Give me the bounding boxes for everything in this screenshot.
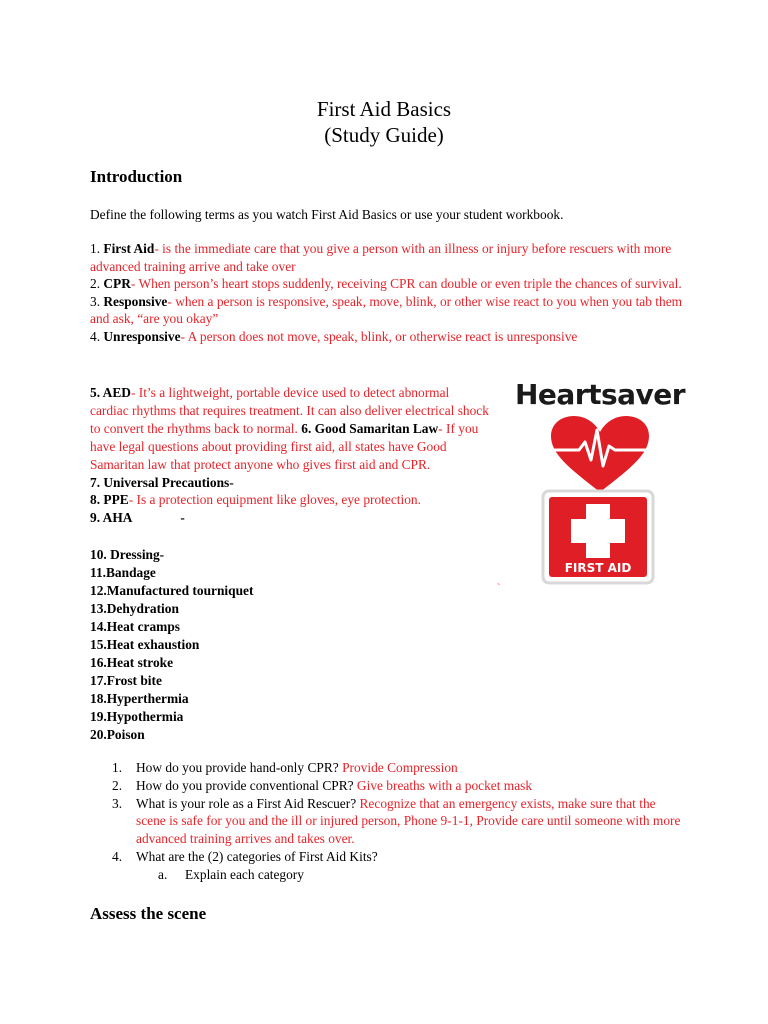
definition-term: 9. AHA: [90, 510, 133, 526]
definition-answer: If you have legal questions about providing first aid, all states have Good Samaritan law that protect anyone who gives first aid and CPR.: [90, 420, 479, 472]
term-item: 19.Hypothermia: [90, 709, 184, 724]
question-number: 3.: [112, 795, 123, 811]
question-number: 2.: [112, 777, 123, 793]
heart-icon: [549, 416, 651, 494]
definition-sep: -: [154, 241, 163, 256]
definitions-list-mid: [90, 384, 490, 527]
definition-sep: -: [167, 293, 176, 309]
term-item: 20.Poison: [90, 727, 145, 742]
question-item: [112, 795, 682, 848]
heartsaver-logo: [497, 378, 703, 588]
definitions-list-top: [90, 240, 690, 345]
page-subtitle: (Study Guide): [324, 123, 444, 147]
stray-mark: `: [497, 583, 501, 594]
term-item: 17.Frost bite: [90, 673, 162, 688]
definition-answer: A person does not move, speak, blink, or otherwise react is unresponsive: [187, 328, 578, 344]
question-text: What are the (2) categories of First Aid Kits?: [136, 848, 378, 864]
first-aid-kit-icon: [540, 488, 656, 586]
term-item: 12.Manufactured tourniquet: [90, 583, 254, 598]
definition-answer: It’s a lightweight, portable device used to detect abnormal cardiac rhythms that requires treatment. It can also deliver electrical shock to convert the rhythms back to normal.: [90, 385, 489, 436]
definition-sep: -: [130, 276, 139, 291]
definition-number: 3.: [90, 293, 104, 309]
definition-first-aid: [90, 240, 690, 275]
definition-answer: When person’s heart stops suddenly, receiving CPR can double or even triple the chances of survival.: [138, 276, 682, 291]
term-item: 11.Bandage: [90, 565, 156, 580]
definition-term: 8. PPE: [90, 492, 129, 508]
subquestion-letter: a.: [158, 866, 168, 882]
definition-universal-precautions: 7. Universal Precautions-: [90, 474, 234, 490]
definition-aed: [90, 384, 490, 474]
question-number: 4.: [112, 848, 123, 864]
question-item: [112, 777, 682, 795]
definition-number: 6.: [301, 420, 312, 436]
question-number: 1.: [112, 760, 123, 775]
heartsaver-brand-text: Heartsaver: [514, 378, 686, 411]
term-item: 10. Dressing-: [90, 547, 165, 562]
question-text: What is your role as a First Aid Rescuer?: [136, 795, 360, 811]
term-item: 13.Dehydration: [90, 601, 179, 616]
question-item: [112, 848, 682, 866]
question-text: How do you provide conventional CPR?: [136, 777, 357, 793]
subquestion-item: [112, 866, 682, 884]
term-item: 16.Heat stroke: [90, 655, 174, 670]
definition-sep: -: [180, 510, 185, 526]
questions-list: [112, 759, 682, 884]
definition-number: 2.: [90, 276, 104, 291]
subquestion-text: Explain each category: [185, 866, 304, 882]
definition-answer: Is a protection equipment like gloves, eye protection.: [136, 492, 421, 508]
definition-answer: when a person is responsive, speak, move, blink, or other wise react to you when you tab them and ask, “are you okay”: [90, 293, 683, 326]
term-item: 14.Heat cramps: [90, 619, 180, 634]
definition-cpr: [90, 275, 690, 293]
question-answer: Recognize that an emergency exists, make sure that the scene is safe for you and the ill or injured person, Phone 9-1-1, Provide care until someone with more advanced training arrives and takes over.: [136, 795, 681, 847]
first-aid-kit-label: FIRST AID: [564, 561, 632, 575]
definition-term: Unresponsive: [103, 328, 181, 344]
definition-number: 4.: [90, 328, 104, 344]
assess-scene-heading: Assess the scene: [90, 904, 207, 923]
definition-term: Good Samaritan Law: [314, 420, 439, 436]
definition-term: First Aid: [103, 241, 155, 256]
question-answer: Provide Compression: [342, 760, 458, 775]
definition-sep: -: [128, 492, 137, 508]
instruction-text: Define the following terms as you watch First Aid Basics or use your student workbook.: [90, 207, 564, 222]
definition-number: 1.: [90, 241, 104, 256]
definition-aha: [90, 509, 490, 527]
question-answer: Give breaths with a pocket mask: [356, 777, 533, 793]
definition-term: Responsive: [103, 293, 168, 309]
question-item: [112, 759, 682, 777]
question-text: How do you provide hand-only CPR?: [136, 760, 343, 775]
definition-responsive: [90, 293, 690, 328]
definition-answer: is the immediate care that you give a person with an illness or injury before rescuers with more advanced training arrive and take over: [90, 241, 672, 274]
introduction-heading: Introduction: [90, 167, 183, 186]
definition-term: CPR: [103, 276, 131, 291]
term-item: 15.Heat exhaustion: [90, 637, 200, 652]
definition-unresponsive: [90, 328, 690, 346]
definition-sep: -: [130, 385, 139, 400]
terms-list: [90, 546, 253, 744]
definition-sep: -: [438, 420, 446, 436]
page-title: First Aid Basics: [316, 97, 452, 121]
definition-ppe: [90, 491, 490, 509]
term-item: 18.Hyperthermia: [90, 691, 189, 706]
definition-sep: -: [180, 328, 188, 344]
definition-term: 5. AED: [90, 385, 131, 400]
